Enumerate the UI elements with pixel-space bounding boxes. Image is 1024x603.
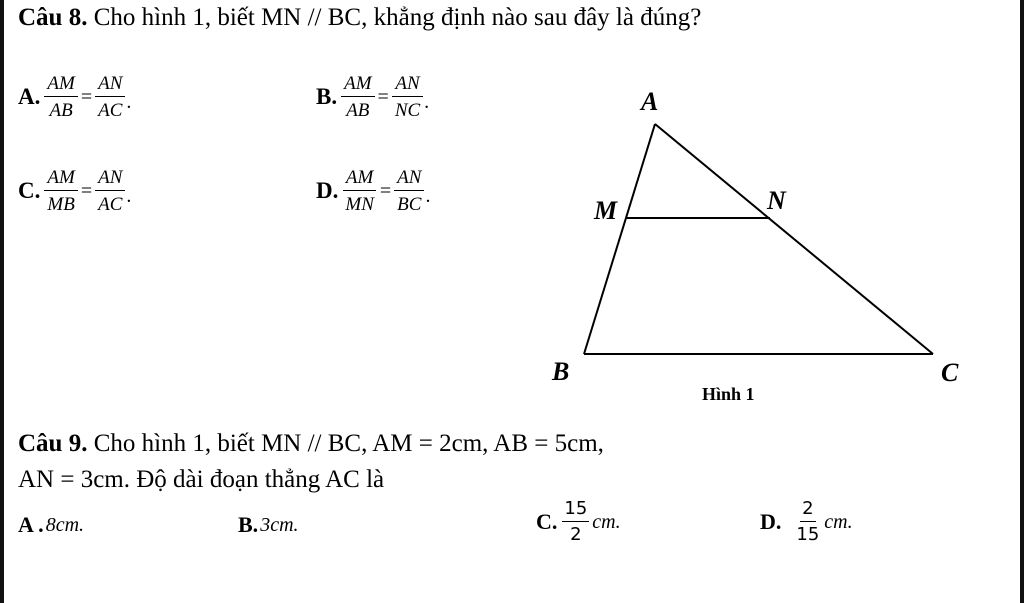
fraction-denominator: 15 bbox=[796, 524, 820, 545]
fraction-numerator: AN bbox=[394, 168, 424, 191]
answer-d-fraction bbox=[794, 500, 821, 544]
fraction-denominator: 2 bbox=[570, 524, 582, 545]
fraction-numerator: AM bbox=[343, 168, 376, 191]
question-9-heading bbox=[18, 430, 604, 458]
fraction-denominator: AC bbox=[98, 194, 123, 215]
fraction-numerator: AN bbox=[95, 74, 125, 97]
fraction-denominator: AB bbox=[49, 100, 73, 121]
option-d-end: . bbox=[425, 185, 431, 207]
question-9-text-line1: Cho hình 1, biết MN // BC, AM = 2cm, AB = 5cm, bbox=[87, 430, 604, 457]
fraction-numerator: AM bbox=[44, 168, 77, 191]
answer-d-label: D. bbox=[760, 509, 782, 534]
fraction-denominator: BC bbox=[397, 194, 422, 215]
question-9-answer-d bbox=[760, 500, 853, 544]
figure-caption: Hình 1 bbox=[702, 384, 755, 404]
answer-b-value: 3cm. bbox=[260, 513, 299, 536]
question-8-number: Câu 8. bbox=[18, 4, 88, 31]
equals-sign: = bbox=[379, 179, 392, 202]
vertex-c-label: C bbox=[941, 358, 959, 387]
answer-a-value: 8cm. bbox=[45, 513, 85, 536]
option-b-label: B. bbox=[316, 84, 338, 109]
answer-d-unit: cm. bbox=[824, 510, 853, 533]
question-8-text: Cho hình 1, biết MN // BC, khẳng định nào sau đây là đúng? bbox=[87, 4, 702, 31]
question-9-number: Câu 9. bbox=[18, 430, 88, 457]
answer-c-label: C. bbox=[536, 509, 558, 534]
option-c-end: . bbox=[126, 185, 132, 207]
answer-c-unit: cm. bbox=[592, 510, 621, 533]
answer-b-label: B. bbox=[238, 512, 259, 537]
fraction-numerator: AM bbox=[341, 74, 374, 97]
answer-c-fraction bbox=[562, 500, 589, 544]
segment-ab bbox=[584, 124, 655, 354]
question-9-answer-c bbox=[536, 500, 621, 544]
equals-sign: = bbox=[377, 85, 389, 108]
option-a-end: . bbox=[126, 91, 132, 113]
option-a-label: A. bbox=[18, 84, 41, 109]
segment-ac bbox=[655, 124, 933, 354]
vertex-m-label: M bbox=[594, 196, 618, 225]
equals-sign: = bbox=[80, 85, 93, 108]
vertex-n-label: N bbox=[767, 186, 786, 215]
answer-a-label: A . bbox=[18, 512, 44, 537]
option-b-end: . bbox=[424, 91, 430, 113]
fraction-numerator: AM bbox=[44, 74, 77, 97]
fraction-denominator: AB bbox=[346, 100, 370, 121]
fraction-denominator: MB bbox=[47, 194, 75, 215]
equals-sign: = bbox=[80, 179, 93, 202]
fraction-numerator: 15 bbox=[562, 500, 589, 522]
fraction-denominator: NC bbox=[394, 100, 421, 121]
option-c-label: C. bbox=[18, 178, 41, 203]
option-d-label: D. bbox=[316, 178, 339, 203]
fraction-numerator: AN bbox=[95, 168, 125, 191]
question-9-text-line2: AN = 3cm. Độ dài đoạn thẳng AC là bbox=[18, 466, 385, 493]
vertex-a-label: A bbox=[641, 87, 659, 116]
fraction-denominator: MN bbox=[345, 194, 374, 215]
fraction-numerator: 2 bbox=[800, 500, 815, 522]
question-9-answer-b bbox=[238, 512, 299, 538]
fraction-numerator: AN bbox=[392, 74, 422, 97]
vertex-b-label: B bbox=[552, 357, 570, 386]
question-9-answer-a bbox=[18, 512, 84, 538]
fraction-denominator: AC bbox=[98, 100, 123, 121]
